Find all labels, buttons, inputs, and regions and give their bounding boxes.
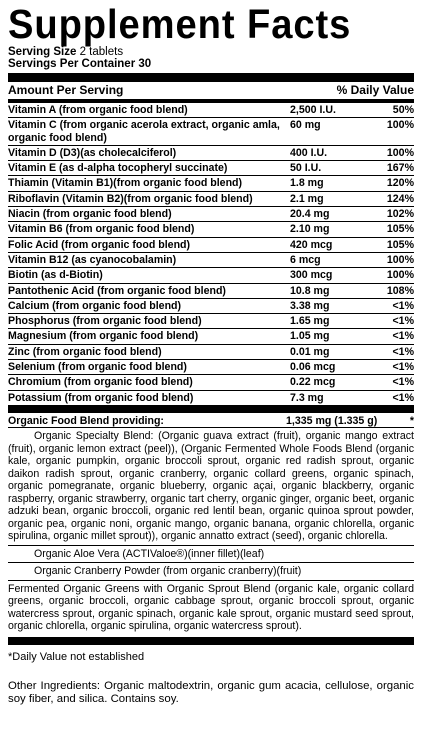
nutrient-amount: 0.06 mcg [290, 361, 336, 374]
nutrient-dv: 108% [386, 284, 414, 297]
table-header [8, 82, 414, 99]
nutrient-name: Riboflavin (Vitamin B2)(from organic food blend) [8, 192, 253, 205]
nutrient-amount: 2,500 I.U. [290, 104, 336, 116]
nutrient-amount: 1.05 mg [290, 330, 330, 343]
other-ingredients: Other Ingredients: Organic maltodextrin, organic gum acacia, cellulose, organic soy fiber, and silica. Contains soy. [8, 679, 414, 706]
nutrient-amount: 300 mcg [290, 269, 333, 282]
nutrient-row [8, 207, 414, 222]
nutrient-dv: 100% [386, 119, 414, 132]
nutrient-dv: 105% [386, 238, 414, 251]
organic-food-blend-row [8, 413, 414, 427]
nutrient-row [8, 314, 414, 329]
nutrient-dv: 100% [386, 253, 414, 266]
servings-per-container-value: 30 [138, 58, 152, 70]
divider-thick [8, 637, 414, 645]
specialty-blend: Organic Specialty Blend: (Organic guava extract (fruit), organic mango extract (fruit), organic lemon extract (peel)), (Organic Fermented Whole Foods Blend (organic kale, organic pumpkin, organic broccoli sprout, organic red radish sprout, organic daikon radish sprout, organic cranberry, organic collard greens, organic spinach, organic pomegranate, organic blueberry, organic açai, organic blackberry, organic raspberry, organic strawberry, organic tart cherry, organic ginger, organic beet, organic adzuki bean, organic broccoli, organic red lentil bean, organic quinoa sprout powder, organic pea, organic noni, organic mango, organic banana, organic chlorella, organic spirulina, organic millet sprout)), organic annatto extract (seed), organic chlorella. [8, 427, 414, 546]
nutrient-row [8, 253, 414, 268]
nutrient-amount: 0.22 mcg [290, 376, 336, 389]
nutrient-name: Folic Acid (from organic food blend) [8, 238, 191, 251]
nutrient-name: Niacin (from organic food blend) [8, 208, 172, 221]
aloe-vera: Organic Aloe Vera (ACTIValoe®)(inner fillet)(leaf) [8, 546, 414, 564]
footnote: *Daily Value not established [8, 650, 145, 663]
nutrient-row [8, 375, 414, 390]
nutrient-amount: 10.8 mg [290, 284, 330, 297]
nutrient-amount: 6 mcg [290, 253, 321, 266]
nutrient-dv: 100% [386, 146, 414, 159]
nutrient-dv: <1% [392, 361, 414, 374]
nutrient-name: Pantothenic Acid (from organic food blend) [8, 284, 226, 297]
nutrient-amount: 60 mg [290, 119, 321, 132]
nutrient-name: Potassium (from organic food blend) [8, 391, 194, 404]
divider-thick [8, 73, 414, 82]
nutrient-amount: 20.4 mg [290, 208, 330, 221]
nutrient-row [8, 161, 414, 176]
nutrient-dv: 120% [386, 177, 414, 190]
supplement-facts-label [8, 0, 414, 707]
nutrient-name: Vitamin B12 (as cyanocobalamin) [8, 253, 177, 266]
nutrient-dv: <1% [392, 391, 414, 404]
nutrient-row [8, 146, 414, 161]
nutrient-name: Vitamin D (D3)(as cholecalciferol) [8, 146, 177, 159]
cranberry-powder: Organic Cranberry Powder (from organic cranberry)(fruit) [8, 563, 414, 581]
nutrient-name: Thiamin (Vitamin B1)(from organic food blend) [8, 177, 243, 190]
nutrient-dv: <1% [392, 345, 414, 358]
serving-size [8, 46, 414, 58]
nutrient-row [8, 176, 414, 191]
nutrient-name: Vitamin C (from organic acerola extract, organic amla, organic food blend) [8, 119, 280, 144]
nutrient-name: Vitamin E (as d-alpha tocopheryl succinate) [8, 162, 228, 175]
nutrient-row [8, 103, 414, 118]
nutrient-dv: 100% [386, 269, 414, 282]
nutrient-name: Biotin (as d-Biotin) [8, 269, 103, 282]
nutrient-row [8, 118, 414, 146]
nutrient-name: Phosphorus (from organic food blend) [8, 315, 202, 328]
nutrient-row [8, 391, 414, 405]
nutrient-row [8, 284, 414, 299]
nutrient-dv: <1% [392, 330, 414, 343]
nutrient-row [8, 222, 414, 237]
nutrient-name: Selenium (from organic food blend) [8, 361, 187, 374]
nutrient-amount: 1.8 mg [290, 177, 324, 190]
serving-size-value: 2 tablets [79, 46, 124, 58]
nutrient-table [8, 103, 414, 405]
organic-food-blend-name: Organic Food Blend providing: [8, 414, 164, 427]
serving-size-label: Serving Size [8, 46, 77, 58]
daily-value-header: % Daily Value [336, 83, 414, 97]
fermented-greens: Fermented Organic Greens with Organic Sprout Blend (organic kale, organic collard greens, organic broccoli, organic cabbage sprout, organic broccoli sprout, organic watercress sprout, organic spinach, organic kale sprout, organic mustard seed sprout, organic chlorella, organic spirulina, organic watercress sprout). [8, 582, 414, 633]
nutrient-name: Magnesium (from organic food blend) [8, 330, 199, 343]
nutrient-amount: 0.01 mg [290, 345, 330, 358]
nutrient-amount: 2.10 mg [290, 223, 330, 236]
nutrient-amount: 3.38 mg [290, 299, 330, 312]
nutrient-dv: 50% [392, 104, 414, 116]
nutrient-dv: 167% [386, 162, 414, 175]
servings-per-container [8, 58, 414, 70]
nutrient-amount: 7.3 mg [290, 391, 324, 404]
nutrient-amount: 1.65 mg [290, 315, 330, 328]
nutrient-row [8, 345, 414, 360]
organic-food-blend-amount: 1,335 mg (1.335 g) [286, 414, 378, 427]
nutrient-row [8, 299, 414, 314]
servings-per-container-label: Servings Per Container [8, 58, 136, 70]
nutrient-dv: <1% [392, 376, 414, 389]
nutrient-name: Zinc (from organic food blend) [8, 345, 162, 358]
nutrient-name: Chromium (from organic food blend) [8, 376, 193, 389]
nutrient-row [8, 268, 414, 283]
nutrient-amount: 2.1 mg [290, 192, 324, 205]
label-title: Supplement Facts [8, 1, 352, 47]
nutrient-row [8, 192, 414, 207]
nutrient-dv: 124% [386, 192, 414, 205]
nutrient-row [8, 360, 414, 375]
nutrient-row [8, 329, 414, 344]
amount-per-serving-header: Amount Per Serving [8, 83, 124, 97]
nutrient-dv: <1% [392, 299, 414, 312]
nutrient-name: Vitamin B6 (from organic food blend) [8, 223, 195, 236]
nutrient-dv: 102% [386, 208, 414, 221]
divider-thick [8, 405, 414, 413]
nutrient-name: Calcium (from organic food blend) [8, 299, 182, 312]
nutrient-dv: 105% [386, 223, 414, 236]
organic-food-blend-dv: * [409, 414, 414, 427]
nutrient-dv: <1% [392, 315, 414, 328]
nutrient-row [8, 238, 414, 253]
nutrient-name: Vitamin A (from organic food blend) [8, 104, 188, 116]
nutrient-amount: 400 I.U. [290, 146, 328, 159]
nutrient-amount: 50 I.U. [290, 162, 322, 175]
nutrient-amount: 420 mcg [290, 238, 333, 251]
